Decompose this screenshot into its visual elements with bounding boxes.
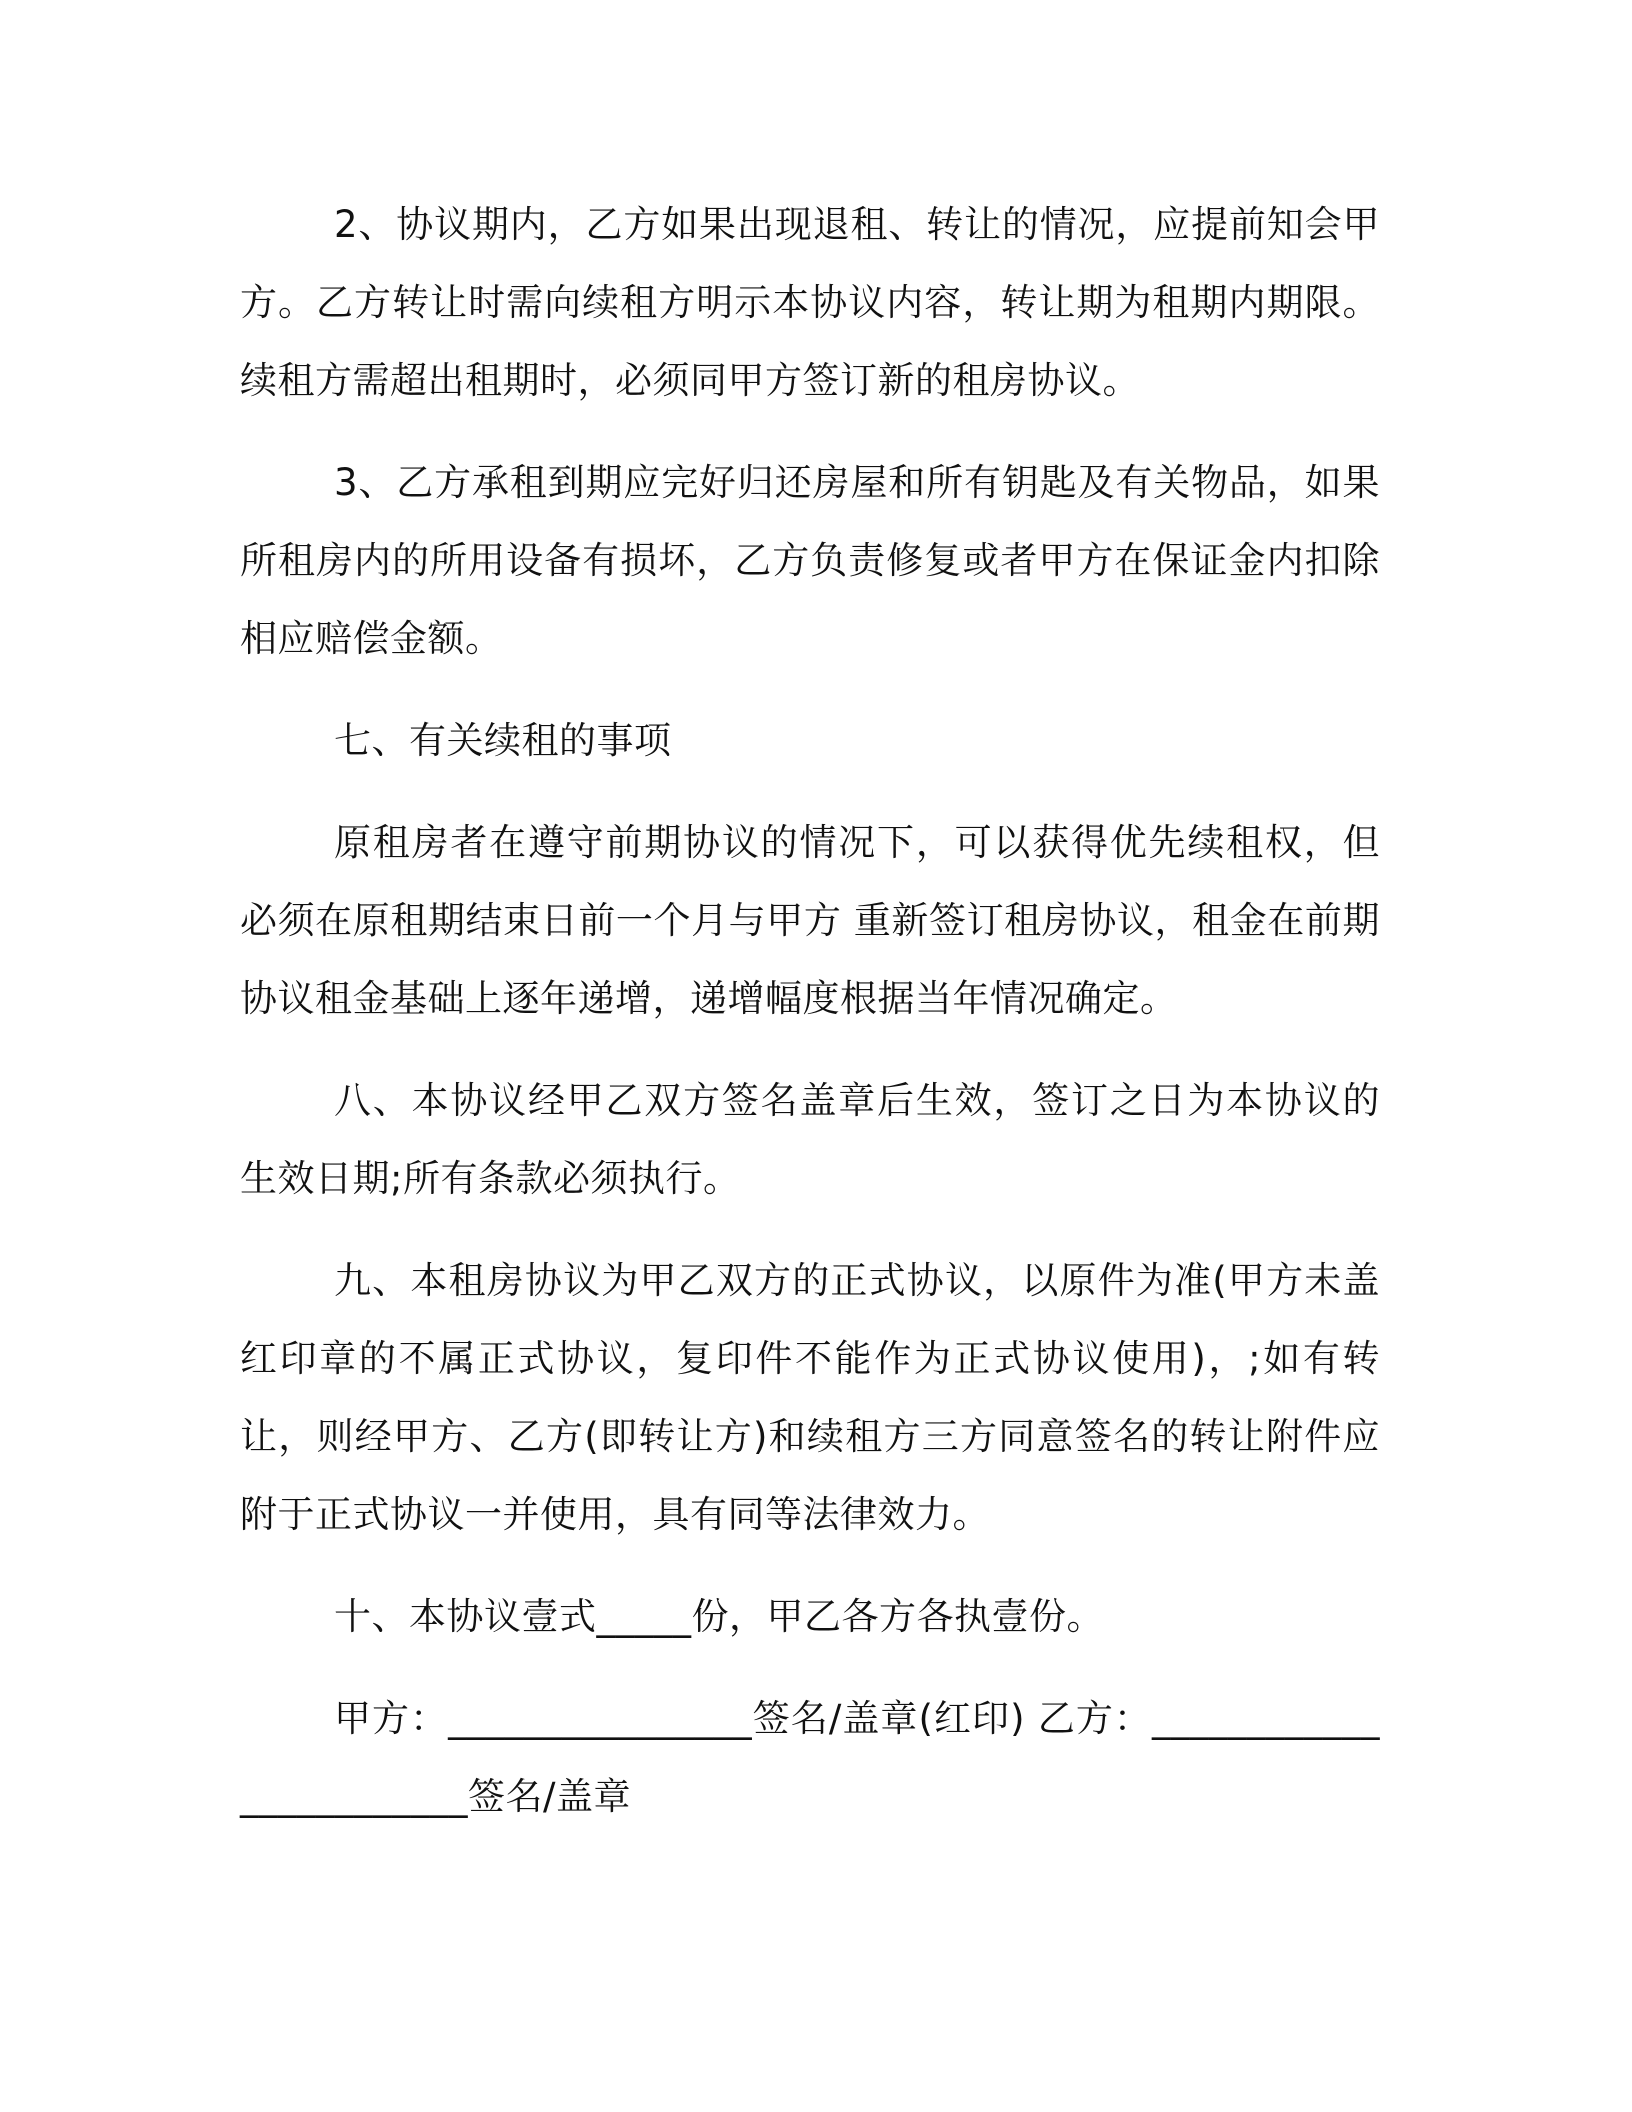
- section-8-paragraph: 八、本协议经甲乙双方签名盖章后生效，签订之日为本协议的生效日期;所有条款必须执行。: [240, 1079, 1380, 1200]
- clause-2-paragraph: 2、协议期内，乙方如果出现退租、转让的情况，应提前知会甲方。乙方转让时需向续租方明示本协议内容，转让期为租期内期限。续租方需超出租期时，必须同甲方签订新的租房协议。: [240, 203, 1380, 402]
- document-body: [240, 186, 1380, 1860]
- signature-line: 甲方：________________签名/盖章(红印) 乙方：________________________签名/盖章: [240, 1697, 1380, 1818]
- clause-3-paragraph: 3、乙方承租到期应完好归还房屋和所有钥匙及有关物品，如果所租房内的所用设备有损坏，乙方负责修复或者甲方在保证金内扣除相应赔偿金额。: [240, 461, 1380, 660]
- section-7-paragraph: 原租房者在遵守前期协议的情况下，可以获得优先续租权，但必须在原租期结束日前一个月与甲方 重新签订租房协议，租金在前期协议租金基础上逐年递增，递增幅度根据当年情况确定。: [240, 821, 1380, 1020]
- section-10-paragraph: 十、本协议壹式_____份，甲乙各方各执壹份。: [334, 1595, 1104, 1638]
- section-7-heading: 七、有关续租的事项: [334, 719, 672, 762]
- section-9-paragraph: 九、本租房协议为甲乙双方的正式协议，以原件为准(甲方未盖红印章的不属正式协议，复印件不能作为正式协议使用)，;如有转让，则经甲方、乙方(即转让方)和续租方三方同意签名的转让附件应附于正式协议一并使用，具有同等法律效力。: [240, 1259, 1380, 1536]
